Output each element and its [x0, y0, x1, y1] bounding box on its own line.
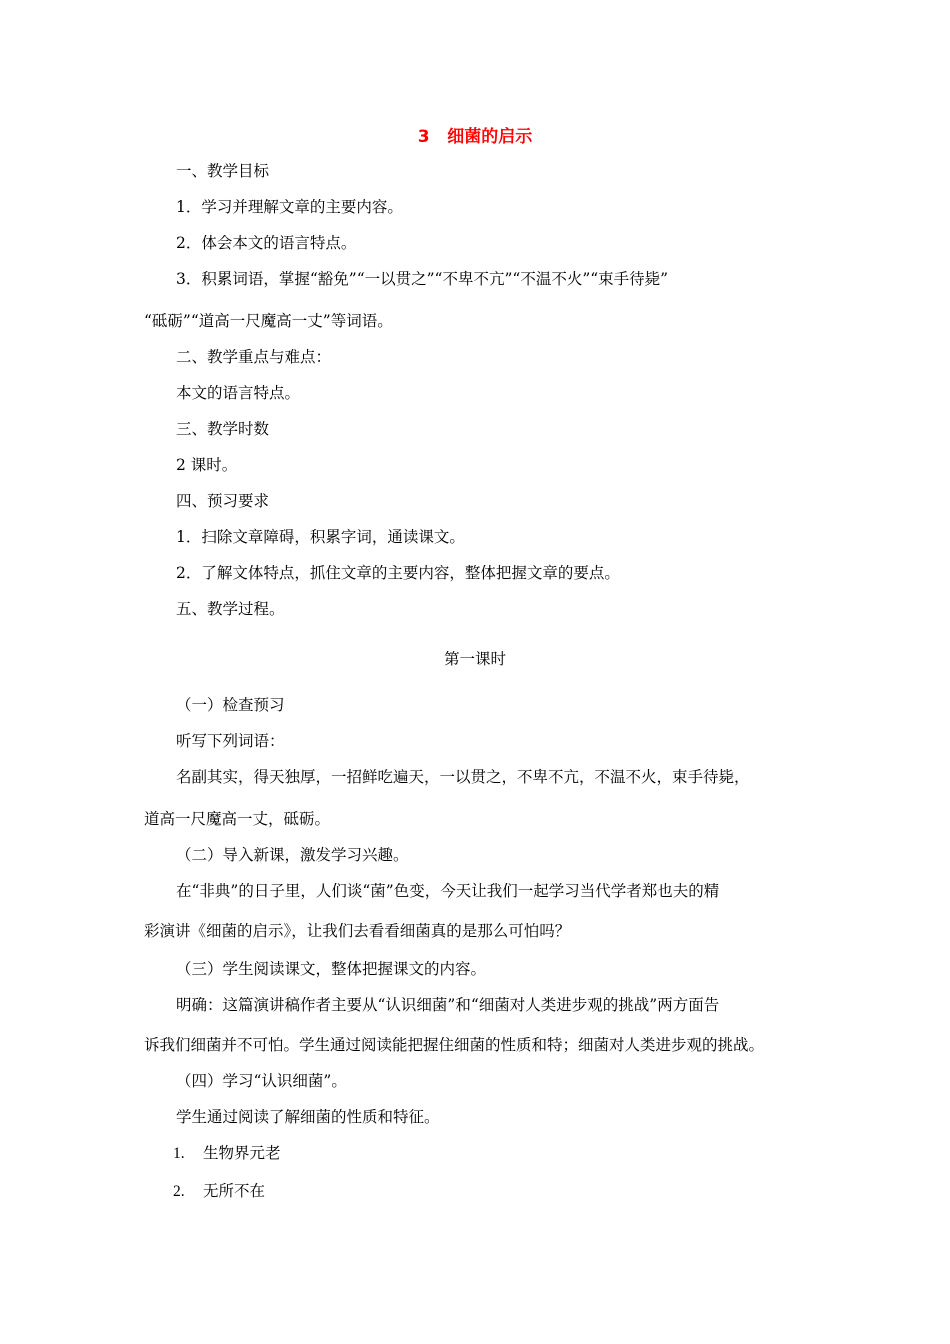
document-title: 3 细菌的启示: [417, 127, 533, 147]
objective-item-continuation: “砥砺”“道高一尺魔高一丈”等词语。: [144, 312, 393, 330]
objective-item: 2．体会本文的语言特点。: [176, 234, 357, 252]
step-heading: （四）学习“认识细菌”。: [176, 1072, 347, 1090]
objective-item: 1．学习并理解文章的主要内容。: [176, 198, 403, 216]
preview-item: 2．了解文体特点，抓住文章的主要内容，整体把握文章的要点。: [176, 564, 620, 582]
section-heading-process: 五、教学过程。: [176, 600, 285, 618]
step-heading: （三）学生阅读课文，整体把握课文的内容。: [176, 960, 487, 978]
list-item: [173, 1142, 281, 1165]
lesson-heading: 第一课时: [443, 650, 506, 668]
step-heading: （一）检查预习: [176, 696, 285, 714]
list-item-text: 生物界元老: [203, 1144, 281, 1162]
paragraph: 明确：这篇演讲稿作者主要从“认识细菌”和“细菌对人类进步观的挑战”两方面告: [176, 996, 720, 1014]
section-heading-objectives: 一、教学目标: [176, 162, 270, 180]
paragraph: 听写下列词语：: [176, 732, 285, 750]
paragraph: 本文的语言特点。: [176, 384, 301, 402]
preview-item: 1．扫除文章障碍，积累字词，通读课文。: [176, 528, 465, 546]
paragraph: 2 课时。: [176, 456, 238, 474]
list-item-text: 无所不在: [203, 1182, 266, 1200]
section-heading-preview: 四、预习要求: [176, 492, 270, 510]
paragraph: 在“非典”的日子里，人们谈“菌”色变，今天让我们一起学习当代学者郑也夫的精: [176, 882, 720, 900]
list-item: [173, 1180, 265, 1203]
paragraph-continuation: 诉我们细菌并不可怕。学生通过阅读能把握住细菌的性质和特；细菌对人类进步观的挑战。: [144, 1036, 765, 1054]
paragraph-continuation: 道高一尺魔高一丈，砥砺。: [144, 810, 331, 828]
paragraph: 名副其实，得天独厚，一招鲜吃遍天，一以贯之，不卑不亢，不温不火，束手待毙，: [176, 768, 750, 786]
paragraph: 学生通过阅读了解细菌的性质和特征。: [176, 1108, 440, 1126]
objective-item: 3．积累词语，掌握“豁免”“一以贯之”“不卑不亢”“不温不火”“束手待毙”: [176, 270, 669, 288]
section-heading-key-points: 二、教学重点与难点：: [176, 348, 332, 366]
list-item-number: 1.: [173, 1145, 185, 1162]
paragraph-continuation: 彩演讲《细菌的启示》，让我们去看看细菌真的是那么可怕吗？: [144, 922, 571, 940]
list-item-number: 2.: [173, 1183, 185, 1200]
step-heading: （二）导入新课，激发学习兴趣。: [176, 846, 409, 864]
section-heading-hours: 三、教学时数: [176, 420, 270, 438]
